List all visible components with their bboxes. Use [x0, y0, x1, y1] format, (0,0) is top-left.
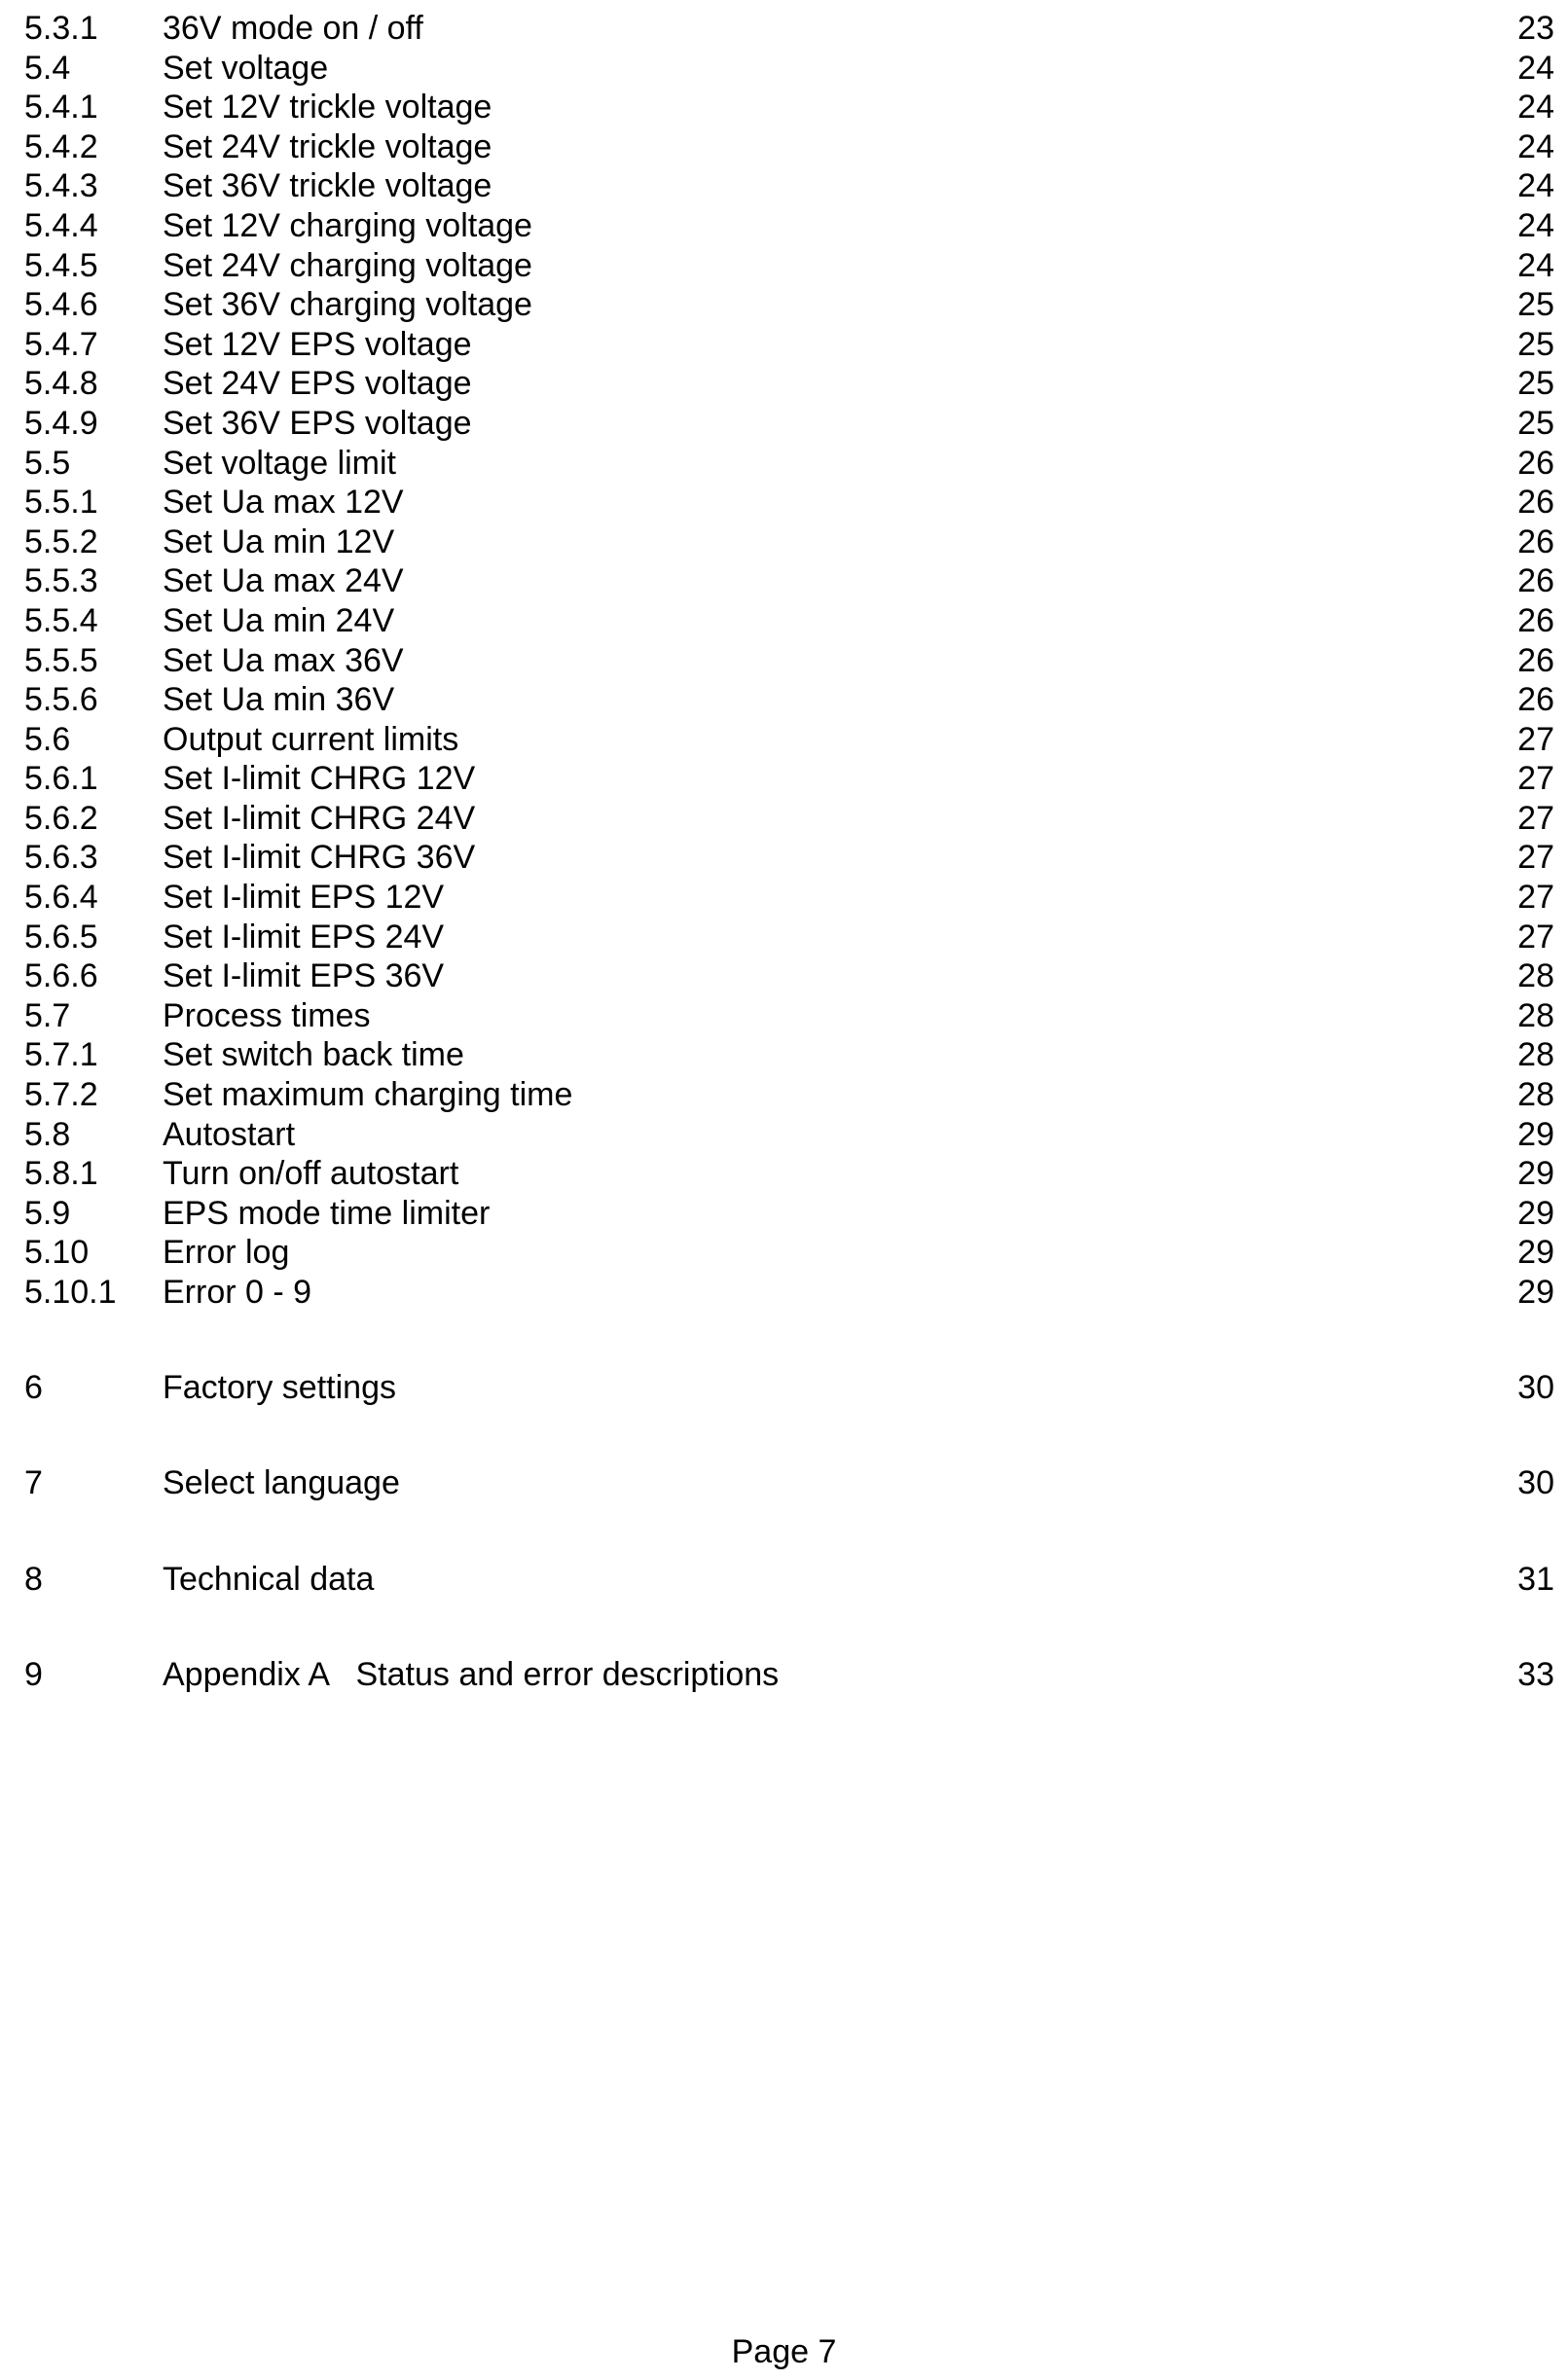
- toc-row: [0, 198, 1568, 244]
- toc-row: [0, 869, 1568, 917]
- toc-number: 9: [24, 1656, 43, 1694]
- toc-title: Set I-limit EPS 12V: [163, 879, 445, 917]
- toc-number: 5.5.4: [24, 601, 98, 639]
- toc-page: 29: [1517, 1155, 1554, 1193]
- toc-page: 26: [1517, 601, 1554, 639]
- toc-number: 5.4.7: [24, 325, 98, 363]
- toc-number: 5.5.1: [24, 484, 98, 522]
- toc-title: Set 24V EPS voltage: [163, 365, 472, 403]
- toc-page: 26: [1517, 641, 1554, 679]
- toc-page: 25: [1517, 404, 1554, 442]
- toc-row: [0, 750, 1568, 798]
- toc-number: 5.9: [24, 1194, 71, 1232]
- toc-row: [0, 632, 1568, 679]
- toc-page: 25: [1517, 325, 1554, 363]
- toc-number: 5.5: [24, 444, 71, 482]
- toc-title: Set 36V trickle voltage: [163, 167, 492, 205]
- toc-page: 28: [1517, 996, 1554, 1034]
- toc-row: [0, 1145, 1568, 1193]
- toc-page: 24: [1517, 167, 1554, 205]
- toc-row: [0, 988, 1568, 1034]
- toc-page: 29: [1517, 1234, 1554, 1272]
- toc-row: [0, 355, 1568, 403]
- toc-row: [0, 1185, 1568, 1232]
- toc-title: Set Ua max 24V: [163, 562, 404, 600]
- toc-number: 5.6.4: [24, 879, 98, 917]
- toc-page: 25: [1517, 365, 1554, 403]
- toc-page: 30: [1517, 1368, 1554, 1406]
- toc-page: 27: [1517, 720, 1554, 758]
- toc-title: Set Ua max 36V: [163, 641, 404, 679]
- toc-row: [0, 711, 1568, 758]
- toc-title: Error 0 - 9: [163, 1274, 312, 1311]
- toc-page: 25: [1517, 286, 1554, 324]
- toc-row: [0, 158, 1568, 205]
- toc-number: 5.6: [24, 720, 71, 758]
- toc-row: [0, 237, 1568, 284]
- toc-title: Set Ua min 36V: [163, 681, 395, 719]
- toc-page: 28: [1517, 1036, 1554, 1074]
- toc-title: Set I-limit CHRG 12V: [163, 760, 476, 798]
- toc-title: Factory settings: [163, 1368, 396, 1406]
- toc-title: Set Ua min 24V: [163, 601, 395, 639]
- toc-title: Set 36V EPS voltage: [163, 404, 472, 442]
- page-number: Page 7: [731, 2333, 837, 2370]
- toc-number: 5.4.4: [24, 206, 98, 244]
- toc-number: 5.6.1: [24, 760, 98, 798]
- toc-title: Set 12V trickle voltage: [163, 89, 492, 126]
- toc-title: Select language: [163, 1464, 400, 1502]
- toc-title: Set Ua min 12V: [163, 523, 395, 560]
- toc-title: Set 12V EPS voltage: [163, 325, 472, 363]
- toc-row: [0, 316, 1568, 363]
- toc-row: [0, 909, 1568, 956]
- toc-title: 36V mode on / off: [163, 10, 423, 47]
- toc-page: 24: [1517, 49, 1554, 87]
- toc-number: 5.7: [24, 996, 71, 1034]
- toc-row: [0, 40, 1568, 87]
- toc-page: 29: [1517, 1115, 1554, 1153]
- toc-title: Set I-limit CHRG 36V: [163, 839, 476, 877]
- toc-number: 5.6.5: [24, 918, 98, 956]
- toc-title: Set switch back time: [163, 1036, 464, 1074]
- toc-number: 5.4.8: [24, 365, 98, 403]
- toc-row: [0, 948, 1568, 995]
- toc-row: [0, 790, 1568, 837]
- toc-number: 5.4.3: [24, 167, 98, 205]
- toc-number: 5.4.5: [24, 246, 98, 284]
- toc-page: 26: [1517, 444, 1554, 482]
- toc-number: 5.8: [24, 1115, 71, 1153]
- toc-page: 26: [1517, 681, 1554, 719]
- toc-page: 30: [1517, 1464, 1554, 1502]
- toc-row: [0, 1066, 1568, 1114]
- toc-row: [0, 1027, 1568, 1074]
- toc-page: 28: [1517, 957, 1554, 995]
- toc-number: 5.4.6: [24, 286, 98, 324]
- toc-row-chapter: [0, 1359, 1568, 1406]
- toc-number: 5.5.2: [24, 523, 98, 560]
- toc-page: 31: [1517, 1560, 1554, 1598]
- toc-title: Appendix A Status and error descriptions: [163, 1656, 780, 1694]
- toc-page: 29: [1517, 1194, 1554, 1232]
- toc-row-chapter: [0, 1646, 1568, 1694]
- toc-number: 5.6.6: [24, 957, 98, 995]
- toc-number: 5.4.2: [24, 127, 98, 165]
- toc-number: 5.8.1: [24, 1155, 98, 1193]
- toc-title: Set 12V charging voltage: [163, 206, 532, 244]
- toc-title: EPS mode time limiter: [163, 1194, 491, 1232]
- toc-row: [0, 593, 1568, 639]
- toc-row: [0, 829, 1568, 877]
- toc-title: Set I-limit EPS 36V: [163, 957, 445, 995]
- toc-number: 7: [24, 1464, 43, 1502]
- toc-page: 26: [1517, 562, 1554, 600]
- toc-title: Set Ua max 12V: [163, 484, 404, 522]
- toc-row: [0, 474, 1568, 522]
- toc-number: 5.6.3: [24, 839, 98, 877]
- toc-row: [0, 119, 1568, 165]
- toc-row: [0, 79, 1568, 126]
- toc-title: Set 24V charging voltage: [163, 246, 532, 284]
- toc-row: [0, 395, 1568, 442]
- toc-number: 5.3.1: [24, 10, 98, 47]
- toc-number: 5.10: [24, 1234, 90, 1272]
- toc-title: Set 36V charging voltage: [163, 286, 532, 324]
- toc-row: [0, 553, 1568, 600]
- toc-page: 27: [1517, 879, 1554, 917]
- toc-page: 33: [1517, 1656, 1554, 1694]
- toc-page: 24: [1517, 206, 1554, 244]
- toc-number: 5.4.9: [24, 404, 98, 442]
- toc-page: 27: [1517, 799, 1554, 837]
- toc-page: 23: [1517, 10, 1554, 47]
- toc-title: Set I-limit EPS 24V: [163, 918, 445, 956]
- toc-number: 5.10.1: [24, 1274, 117, 1311]
- toc-number: 5.5.3: [24, 562, 98, 600]
- toc-page: 27: [1517, 760, 1554, 798]
- toc-number: 5.5.6: [24, 681, 98, 719]
- toc-number: 8: [24, 1560, 43, 1598]
- toc-row: [0, 0, 1568, 47]
- toc-title: Error log: [163, 1234, 290, 1272]
- toc-page: 27: [1517, 839, 1554, 877]
- toc-row: [0, 514, 1568, 560]
- toc-number: 5.4.1: [24, 89, 98, 126]
- toc-row: [0, 1264, 1568, 1311]
- toc-page: 27: [1517, 918, 1554, 956]
- toc-row: [0, 1224, 1568, 1272]
- toc-number: 5.6.2: [24, 799, 98, 837]
- toc-number: 5.7.2: [24, 1076, 98, 1114]
- toc-row: [0, 671, 1568, 719]
- toc-page: 26: [1517, 523, 1554, 560]
- toc-title: Technical data: [163, 1560, 375, 1598]
- toc-row-chapter: [0, 1455, 1568, 1502]
- toc-page: 29: [1517, 1274, 1554, 1311]
- toc-title: Set voltage limit: [163, 444, 396, 482]
- toc-number: 5.4: [24, 49, 71, 87]
- toc-number: 5.7.1: [24, 1036, 98, 1074]
- toc-page: 26: [1517, 484, 1554, 522]
- toc-page: 24: [1517, 246, 1554, 284]
- toc-title: Set 24V trickle voltage: [163, 127, 492, 165]
- toc-page: 24: [1517, 89, 1554, 126]
- toc-title: Process times: [163, 996, 371, 1034]
- toc-title: Turn on/off autostart: [163, 1155, 459, 1193]
- toc-title: Set I-limit CHRG 24V: [163, 799, 476, 837]
- toc-row: [0, 435, 1568, 482]
- toc-row: [0, 276, 1568, 324]
- toc-number: 6: [24, 1368, 43, 1406]
- toc-page: 28: [1517, 1076, 1554, 1114]
- toc-title: Set voltage: [163, 49, 329, 87]
- toc-row: [0, 1106, 1568, 1153]
- toc-title: Autostart: [163, 1115, 296, 1153]
- toc-title: Set maximum charging time: [163, 1076, 573, 1114]
- toc-row-chapter: [0, 1551, 1568, 1598]
- toc-page: 24: [1517, 127, 1554, 165]
- toc-number: 5.5.5: [24, 641, 98, 679]
- toc-title: Output current limits: [163, 720, 459, 758]
